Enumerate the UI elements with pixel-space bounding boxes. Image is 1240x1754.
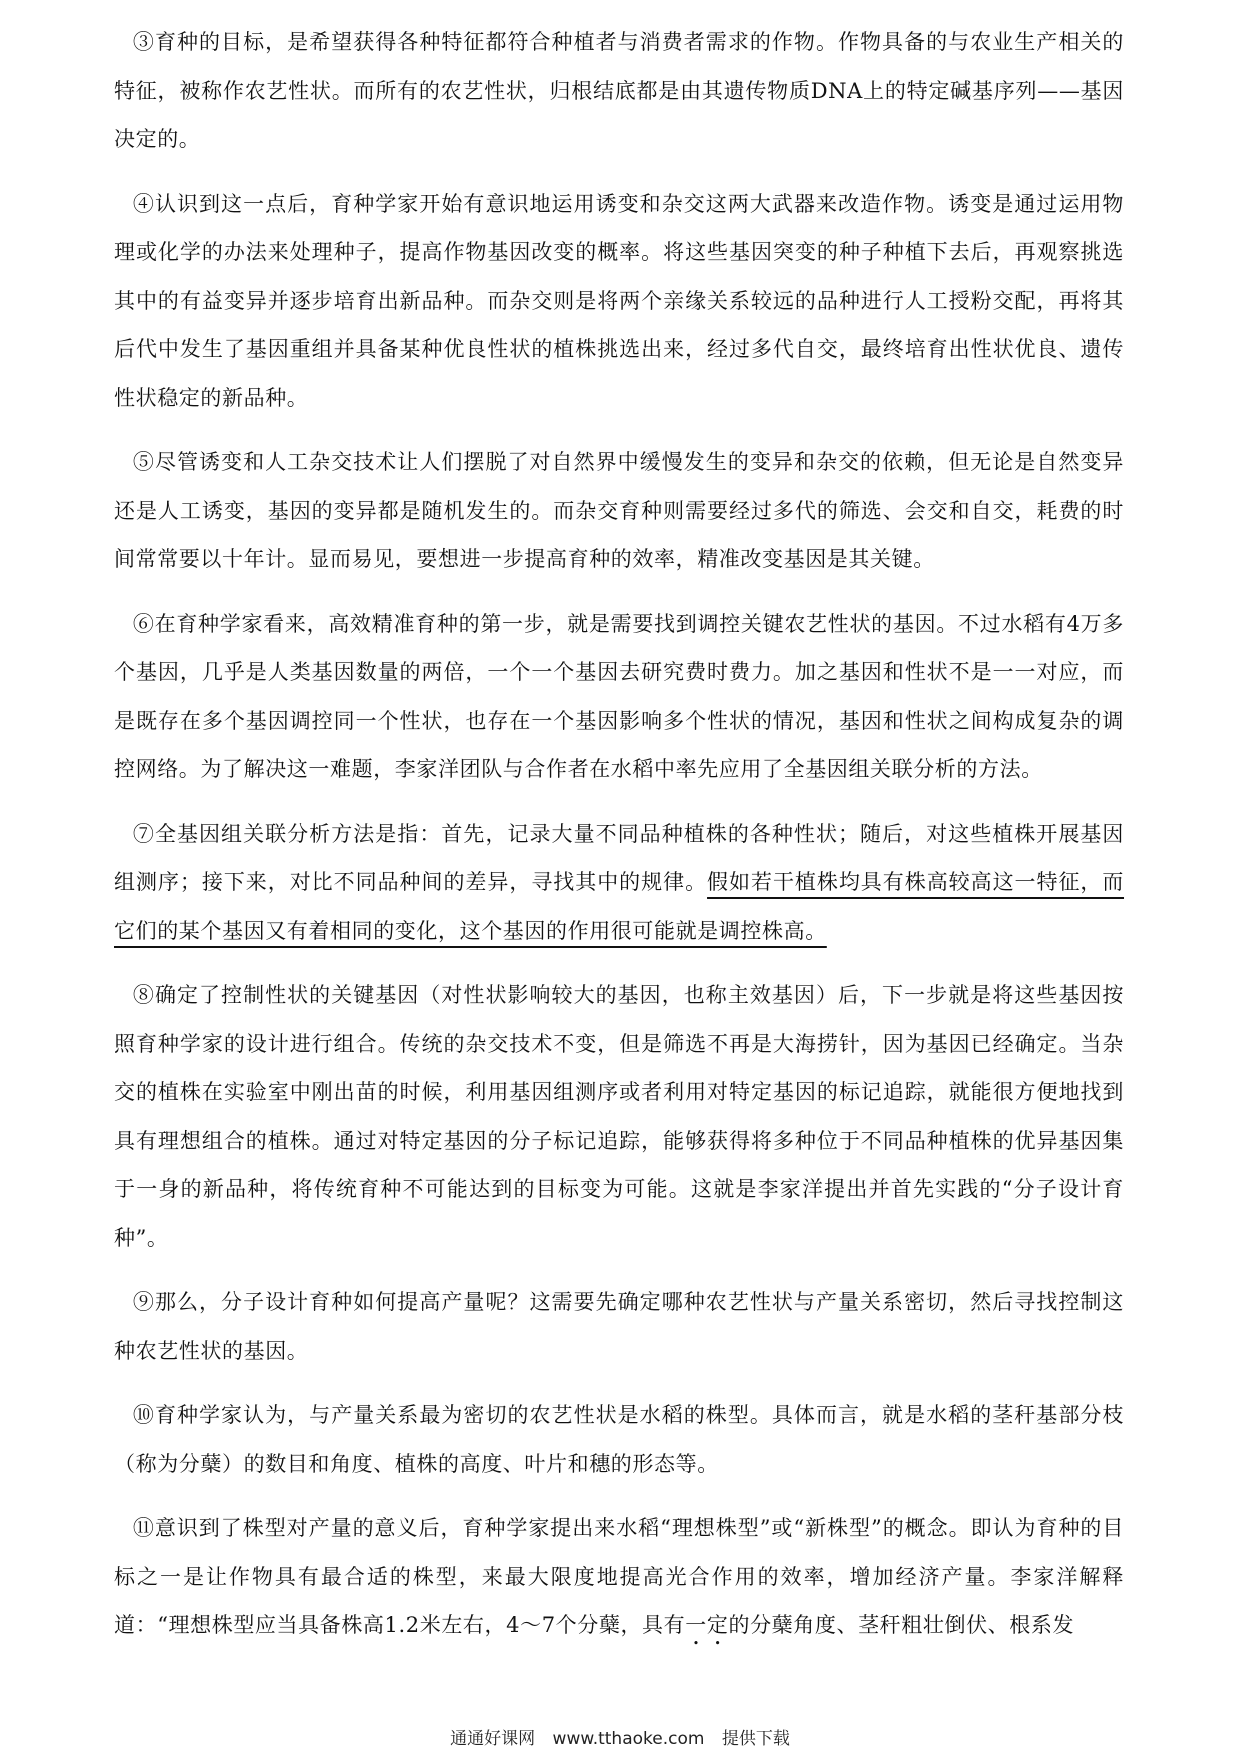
emphasis-dotted-text: 一定 [685, 1613, 729, 1637]
paragraph-text: 尽管诱变和人工杂交技术让人们摆脱了对自然界中缓慢发生的变异和杂交的依赖，但无论是自然变异还是人工诱变，基因的变异都是随机发生的。而杂交育种则需要经过多代的筛选、会交和自交，耗费的时间常常要以十年计。显而易见，要想进一步提高育种的效率，精准改变基因是其关键。 [114, 450, 1124, 571]
footer-url: www.tthaoke.com [552, 1729, 705, 1749]
paragraph-3 [114, 18, 1124, 164]
paragraph-number: ⑪ [132, 1516, 155, 1540]
paragraph-6 [114, 600, 1124, 794]
paragraph-10 [114, 1391, 1124, 1488]
paragraph-text: 意识到了株型对产量的意义后，育种学家提出来水稻“理想株型”或“新株型”的概念。即认为育种的目标之一是让作物具有最合适的株型，来最大限度地提高光合作用的效率，增加经济产量。李家洋解释道：“理想株型应当具备株高1.2米左右，4～7个分蘖，具有 [114, 1516, 1124, 1637]
paragraph-text: 在育种学家看来，高效精准育种的第一步，就是需要找到调控关键农艺性状的基因。不过水稻有4万多个基因，几乎是人类基因数量的两倍，一个一个基因去研究费时费力。加之基因和性状不是一一对应，而是既存在多个基因调控同一个性状，也存在一个基因影响多个性状的情况，基因和性状之间构成复杂的调控网络。为了解决这一难题，李家洋团队与合作者在水稻中率先应用了全基因组关联分析的方法。 [114, 611, 1124, 781]
paragraph-number: ⑩ [132, 1403, 155, 1427]
paragraph-text: 那么，分子设计育种如何提高产量呢？这需要先确定哪种农艺性状与产量关系密切，然后寻找控制这种农艺性状的基因。 [114, 1290, 1124, 1363]
paragraph-8 [114, 971, 1124, 1262]
paragraph-text-continued: 的分蘖角度、茎秆粗壮倒伏、根系发 [728, 1613, 1075, 1637]
paragraph-number: ⑨ [132, 1290, 155, 1314]
footer-site-name: 通通好课网 [450, 1729, 536, 1749]
paragraph-text: 认识到这一点后，育种学家开始有意识地运用诱变和杂交这两大武器来改造作物。诱变是通过运用物理或化学的办法来处理种子，提高作物基因改变的概率。将这些基因突变的种子种植下去后，再观察挑选其中的有益变异并逐步培育出新品种。而杂交则是将两个亲缘关系较远的品种进行人工授粉交配，再将其后代中发生了基因重组并具备某种优良性状的植株挑选出来，经过多代自交，最终培育出性状优良、遗传性状稳定的新品种。 [114, 191, 1124, 410]
paragraph-text: 全基因组关联分析方法是指：首先，记录大量不同品种植株的各种性状；随后，对这些植株开展基因组测序；接下来，对比不同品种间的差异，寻找其中的规律。 [114, 821, 1124, 894]
paragraph-number: ④ [132, 191, 155, 216]
paragraph-number: ⑦ [132, 821, 155, 846]
footer-suffix: 提供下载 [721, 1729, 790, 1749]
paragraph-text: 育种的目标，是希望获得各种特征都符合种植者与消费者需求的作物。作物具备的与农业生产相关的特征，被称作农艺性状。而所有的农艺性状，归根结底都是由其遗传物质DNA上的特定碱基序列——基因决定的。 [114, 30, 1124, 151]
paragraph-5 [114, 438, 1124, 584]
paragraph-4 [114, 180, 1124, 423]
paragraph-number: ③ [132, 30, 155, 54]
paragraph-11 [114, 1504, 1124, 1650]
paragraph-text: 育种学家认为，与产量关系最为密切的农艺性状是水稻的株型。具体而言，就是水稻的茎秆基部分枝（称为分蘖）的数目和角度、植株的高度、叶片和穗的形态等。 [114, 1403, 1124, 1476]
paragraph-number: ⑥ [132, 611, 155, 636]
paragraph-7 [114, 810, 1124, 956]
paragraph-number: ⑤ [132, 450, 155, 474]
underlined-sentence: 假如若干植株均具有株高较高这一特征，而它们的某个基因又有着相同的变化，这个基因的作用很可能就是调控株高。 [114, 870, 1125, 943]
paragraph-9 [114, 1278, 1124, 1375]
paragraph-number: ⑧ [132, 983, 155, 1007]
paragraph-text: 确定了控制性状的关键基因（对性状影响较大的基因，也称主效基因）后，下一步就是将这些基因按照育种学家的设计进行组合。传统的杂交技术不变，但是筛选不再是大海捞针，因为基因已经确定。当杂交的植株在实验室中刚出苗的时候，利用基因组测序或者利用对特定基因的标记追踪，就能很方便地找到具有理想组合的植株。通过对特定基因的分子标记追踪，能够获得将多种位于不同品种植株的优异基因集于一身的新品种，将传统育种不可能达到的目标变为可能。这就是李家洋提出并首先实践的“分子设计育种”。 [114, 983, 1124, 1250]
article-body [114, 18, 1124, 1666]
page-footer [0, 1724, 1240, 1749]
